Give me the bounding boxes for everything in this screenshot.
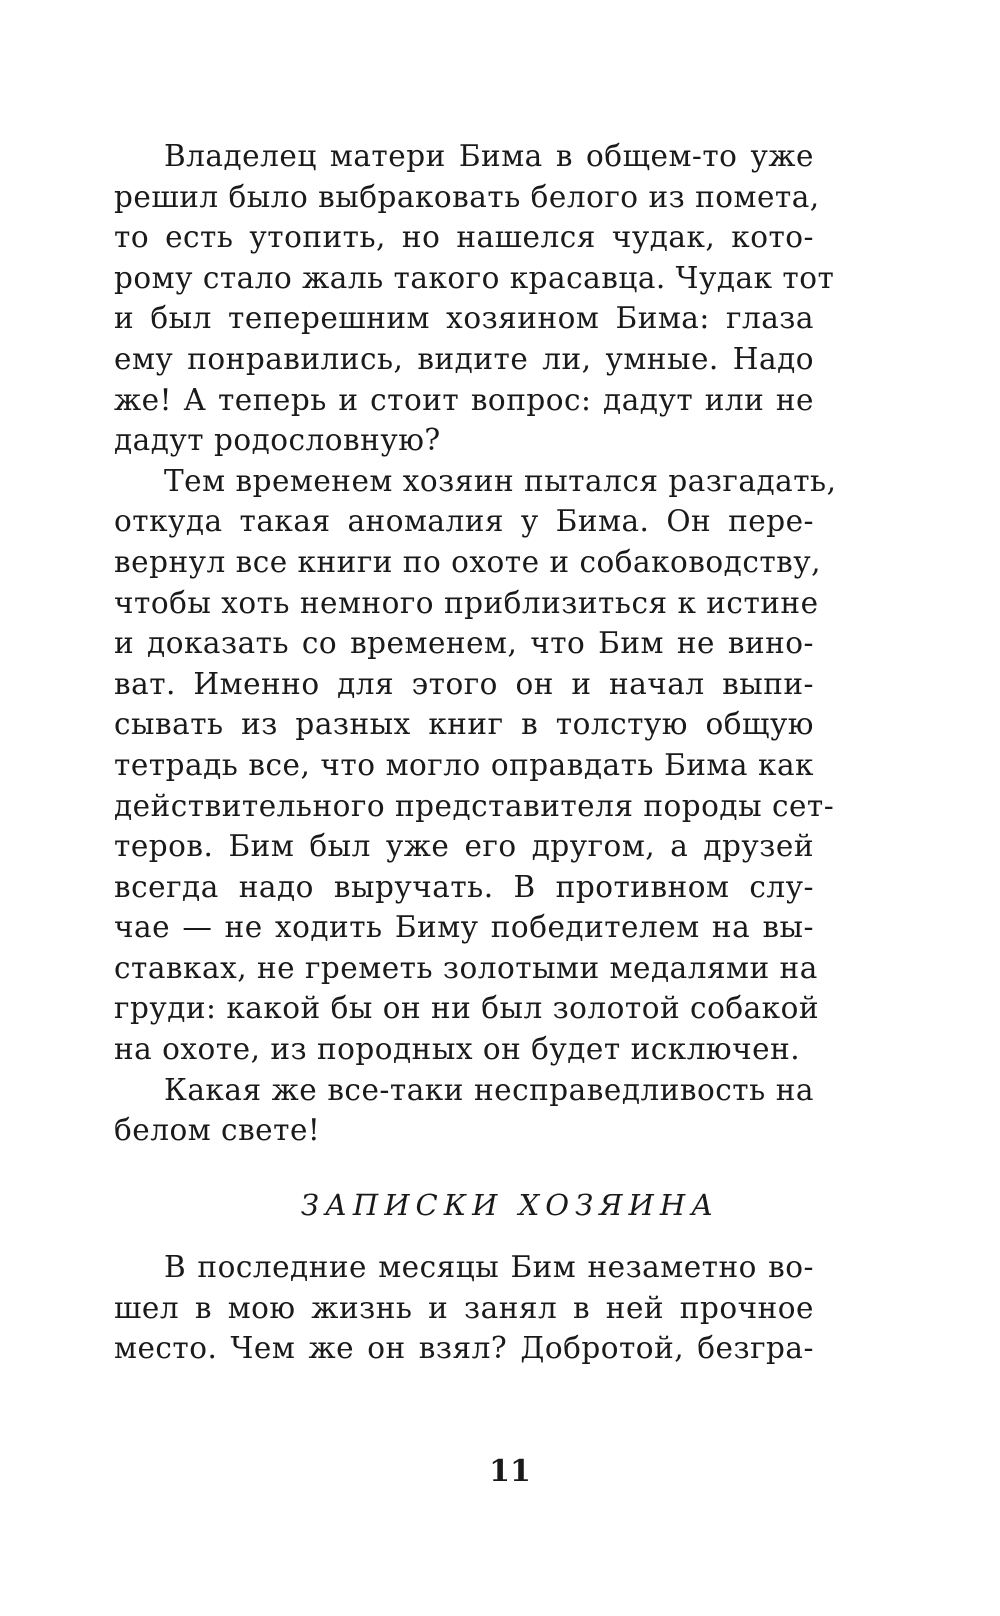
text-line: тетрадь все, что могло оправдать Бима как	[114, 747, 814, 782]
text-line: и был теперешним хозяином Бима: глаза	[114, 301, 814, 336]
text-line: откуда такая аномалия у Бима. Он пере-	[114, 504, 814, 539]
text-line: же! А теперь и стоит вопрос: дадут или не	[114, 382, 814, 417]
text-line: решил было выбраковать белого из помета,	[114, 179, 820, 214]
paragraph-1	[114, 136, 837, 1151]
text-line: В последние месяцы Бим незаметно во-	[164, 1250, 814, 1284]
text-line: ват. Именно для этого он и начал выпи-	[114, 666, 814, 701]
text-line: Какая же все-таки несправедливость на	[164, 1072, 814, 1107]
text-line: сывать из разных книг в толстую общую	[114, 707, 814, 742]
text-line: и доказать со временем, что Бим не вино-	[114, 626, 814, 661]
text-line: место. Чем же он взял? Добротой, безгра-	[114, 1331, 814, 1366]
text-line: на охоте, из породных он будет исключен.	[114, 1032, 801, 1067]
text-line: рому стало жаль такого красавца. Чудак тот	[114, 260, 835, 295]
text-line: груди: какой бы он ни был золотой собакой	[114, 991, 820, 1026]
text-line: чае — не ходить Биму победителем на вы-	[114, 910, 814, 945]
text-line: чтобы хоть немного приблизиться к истине	[114, 585, 819, 620]
page-number: 11	[489, 1454, 531, 1489]
section-heading: ЗАПИСКИ ХОЗЯИНА	[300, 1188, 720, 1222]
text-line: белом свете!	[114, 1113, 321, 1148]
text-line: дадут родословную?	[114, 423, 441, 458]
text-line: вернул все книги по охоте и собаководству,	[114, 544, 822, 579]
text-line: всегда надо выручать. В противном слу-	[114, 869, 814, 904]
text-line: Владелец матери Бима в общем-то уже	[164, 139, 814, 173]
text-line: то есть утопить, но нашелся чудак, кото-	[114, 220, 814, 255]
text-line: ему понравились, видите ли, умные. Надо	[114, 341, 814, 376]
text-line: шел в мою жизнь и занял в ней прочное	[114, 1290, 814, 1325]
text-line: ставках, не греметь золотыми медалями на	[114, 950, 818, 985]
text-line: Тем временем хозяин пытался разгадать,	[164, 463, 837, 498]
text-line: теров. Бим был уже его другом, а друзей	[114, 829, 814, 864]
text-line: действительного представителя породы сет-	[114, 788, 835, 823]
paragraph-4	[114, 1247, 814, 1369]
